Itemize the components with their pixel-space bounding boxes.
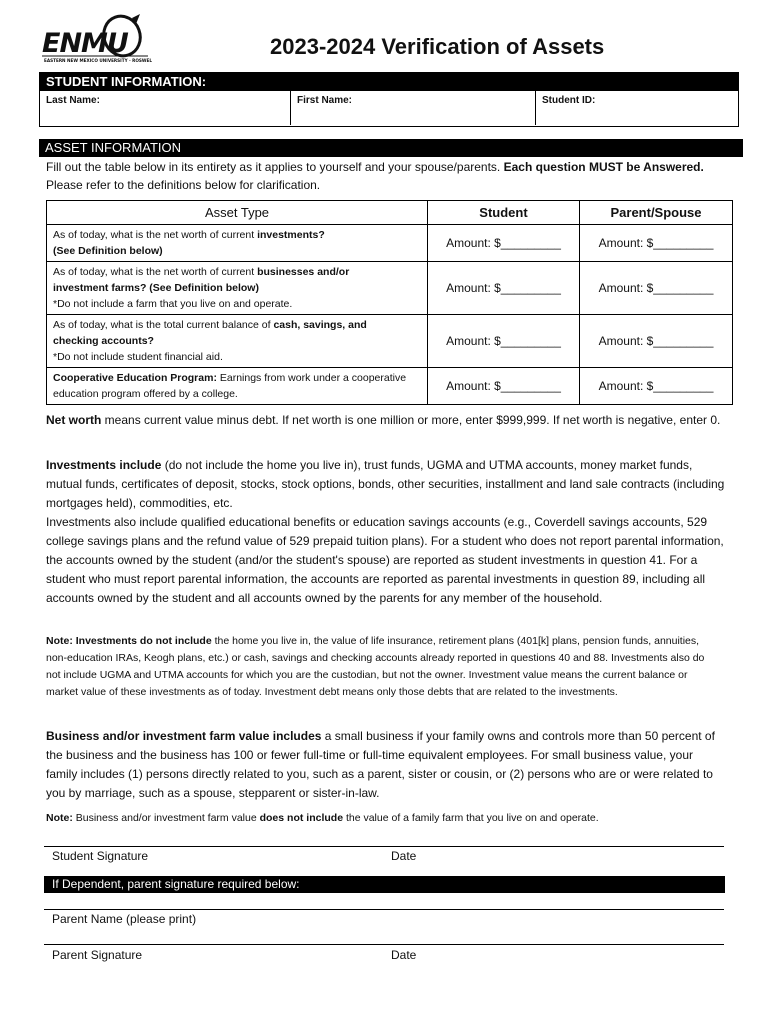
business-note — [46, 810, 721, 827]
investments-also-text: Investments also include qualified educational benefits or education savings accounts (e.g., Coverdell savings accounts, 529 college savings plans and the refund value of 529 prepaid tuition plans). For a student who does not report parental information, the accounts owned by the student (and/or the student's spouse) are reported as student investments in question 41. For a student who must report parental information, the accounts are reported as parental investments in question 89, including all accounts owned by the student and all accounts owned by the parents for any member of the household. — [46, 515, 724, 605]
table-row — [47, 225, 733, 262]
parent-date-label: Date — [391, 948, 417, 962]
question-text: As of today, what is the net worth of current — [53, 229, 258, 241]
question-text: Earnings from work under a cooperative education program offered by a college. — [53, 372, 407, 400]
investments-note — [46, 633, 721, 701]
student-coop-amount[interactable]: Amount: $_________ — [428, 368, 580, 405]
parent-name-line[interactable] — [44, 909, 724, 910]
student-id-label: Student ID: — [542, 95, 596, 106]
intro-bold-text: Each question MUST be Answered. — [503, 160, 704, 174]
first-name-label: First Name: — [297, 95, 353, 106]
student-investments-amount[interactable]: Amount: $_________ — [428, 225, 580, 262]
investments-text: (do not include the home you live in), trust funds, UGMA and UTMA accounts, money market funds, mutual funds, certificates of deposit, stocks, stock options, bonds, other securities, installment and land sale contracts (including mortgages held), commodities, etc. — [46, 458, 725, 510]
question-bold: investments? — [257, 229, 325, 241]
student-business-amount[interactable]: Amount: $_________ — [428, 262, 580, 315]
student-information-row — [40, 91, 738, 125]
note-term: Note: Investments do not include — [46, 635, 212, 647]
asset-type-cell — [47, 315, 428, 368]
note-text: Business and/or investment farm value — [72, 812, 260, 824]
logo-subtext: EASTERN NEW MEXICO UNIVERSITY · ROSWELL — [44, 58, 152, 63]
question-note: *Do not include a farm that you live on and operate. — [53, 298, 293, 310]
parent-cash-amount[interactable]: Amount: $_________ — [580, 315, 733, 368]
question-text: As of today, what is the total current balance of — [53, 319, 274, 331]
table-header-row — [47, 201, 733, 225]
net-worth-definition — [46, 411, 726, 430]
business-text: a small business if your family owns and controls more than 50 percent of the business and the business has 100 or fewer full-time or full-time equivalent employees. For small business value, your family includes (1) persons directly related to you, such as a parent, sister or cousin, or (2) persons who are or were related to you by marriage, such as a spouse, stepparent or sister-in-law. — [46, 729, 715, 800]
asset-information-heading: ASSET INFORMATION — [39, 139, 743, 157]
asset-type-cell — [47, 262, 428, 315]
question-note: *Do not include student financial aid. — [53, 351, 223, 363]
asset-instructions — [46, 158, 736, 194]
asset-type-cell — [47, 225, 428, 262]
intro-text: Fill out the table below in its entirety as it applies to yourself and your spouse/parents. — [46, 160, 504, 174]
question-bold-2: (See Definition below) — [53, 245, 163, 257]
note-text: the home you live in, the value of life insurance, retirement plans (401[k] plans, pension funds, annuities, non-education IRAs, Keogh plans, etc.) or cash, savings and checking accounts already reported in questions 40 and 88. Investments also do not include UGMA and UTMA accounts for which you are the custodian, but not the owner. Investment value means the current balance or market value of these investments as of today. Investment debt means only those debts that are related to the investments. — [46, 635, 705, 698]
logo-wordmark: ENMU — [42, 28, 128, 59]
note-emphasis: does not include — [259, 812, 344, 824]
business-term: Business and/or investment farm value includes — [46, 729, 322, 743]
student-id-field[interactable] — [536, 91, 738, 125]
asset-type-header: Asset Type — [47, 201, 428, 225]
parent-investments-amount[interactable]: Amount: $_________ — [580, 225, 733, 262]
student-information-section — [39, 72, 739, 127]
intro-text-end: Please refer to the definitions below for clarification. — [46, 178, 321, 192]
business-definition — [46, 727, 726, 803]
student-header: Student — [428, 201, 580, 225]
table-row — [47, 368, 733, 405]
investments-definition — [46, 456, 726, 608]
question-bold: businesses and/or — [257, 266, 350, 278]
date-label: Date — [391, 849, 417, 863]
last-name-field[interactable] — [40, 91, 291, 125]
document-title: 2023-2024 Verification of Assets — [270, 34, 605, 59]
parent-spouse-header: Parent/Spouse — [580, 201, 733, 225]
table-row — [47, 315, 733, 368]
question-bold-2: investment farms? (See Definition below) — [53, 282, 259, 294]
note-label: Note: — [46, 812, 73, 824]
enmu-logo-graphic — [40, 12, 152, 64]
last-name-label: Last Name: — [46, 95, 100, 106]
net-worth-term: Net worth — [46, 413, 102, 427]
parent-coop-amount[interactable]: Amount: $_________ — [580, 368, 733, 405]
net-worth-text: means current value minus debt. If net worth is one million or more, enter $999,999. If net worth is negative, enter 0. — [101, 413, 721, 427]
investments-term: Investments include — [46, 458, 162, 472]
first-name-field[interactable] — [291, 91, 536, 125]
question-bold: cash, savings, and — [273, 319, 367, 331]
student-signature-line[interactable] — [44, 846, 724, 847]
asset-table — [46, 200, 733, 405]
parent-signature-line[interactable] — [44, 944, 724, 945]
note-text-end: the value of a family farm that you live on and operate. — [343, 812, 599, 824]
enmu-logo — [40, 12, 152, 64]
question-bold-2: checking accounts? — [53, 335, 154, 347]
asset-type-cell — [47, 368, 428, 405]
student-information-heading: STUDENT INFORMATION: — [40, 73, 738, 91]
student-cash-amount[interactable]: Amount: $_________ — [428, 315, 580, 368]
question-text: As of today, what is the net worth of current — [53, 266, 258, 278]
parent-name-label: Parent Name (please print) — [52, 912, 197, 926]
student-signature-label: Student Signature — [52, 849, 149, 863]
parent-business-amount[interactable]: Amount: $_________ — [580, 262, 733, 315]
dependent-heading: If Dependent, parent signature required below: — [44, 876, 725, 893]
question-bold: Cooperative Education Program: — [53, 372, 217, 384]
parent-signature-label: Parent Signature — [52, 948, 143, 962]
table-row — [47, 262, 733, 315]
